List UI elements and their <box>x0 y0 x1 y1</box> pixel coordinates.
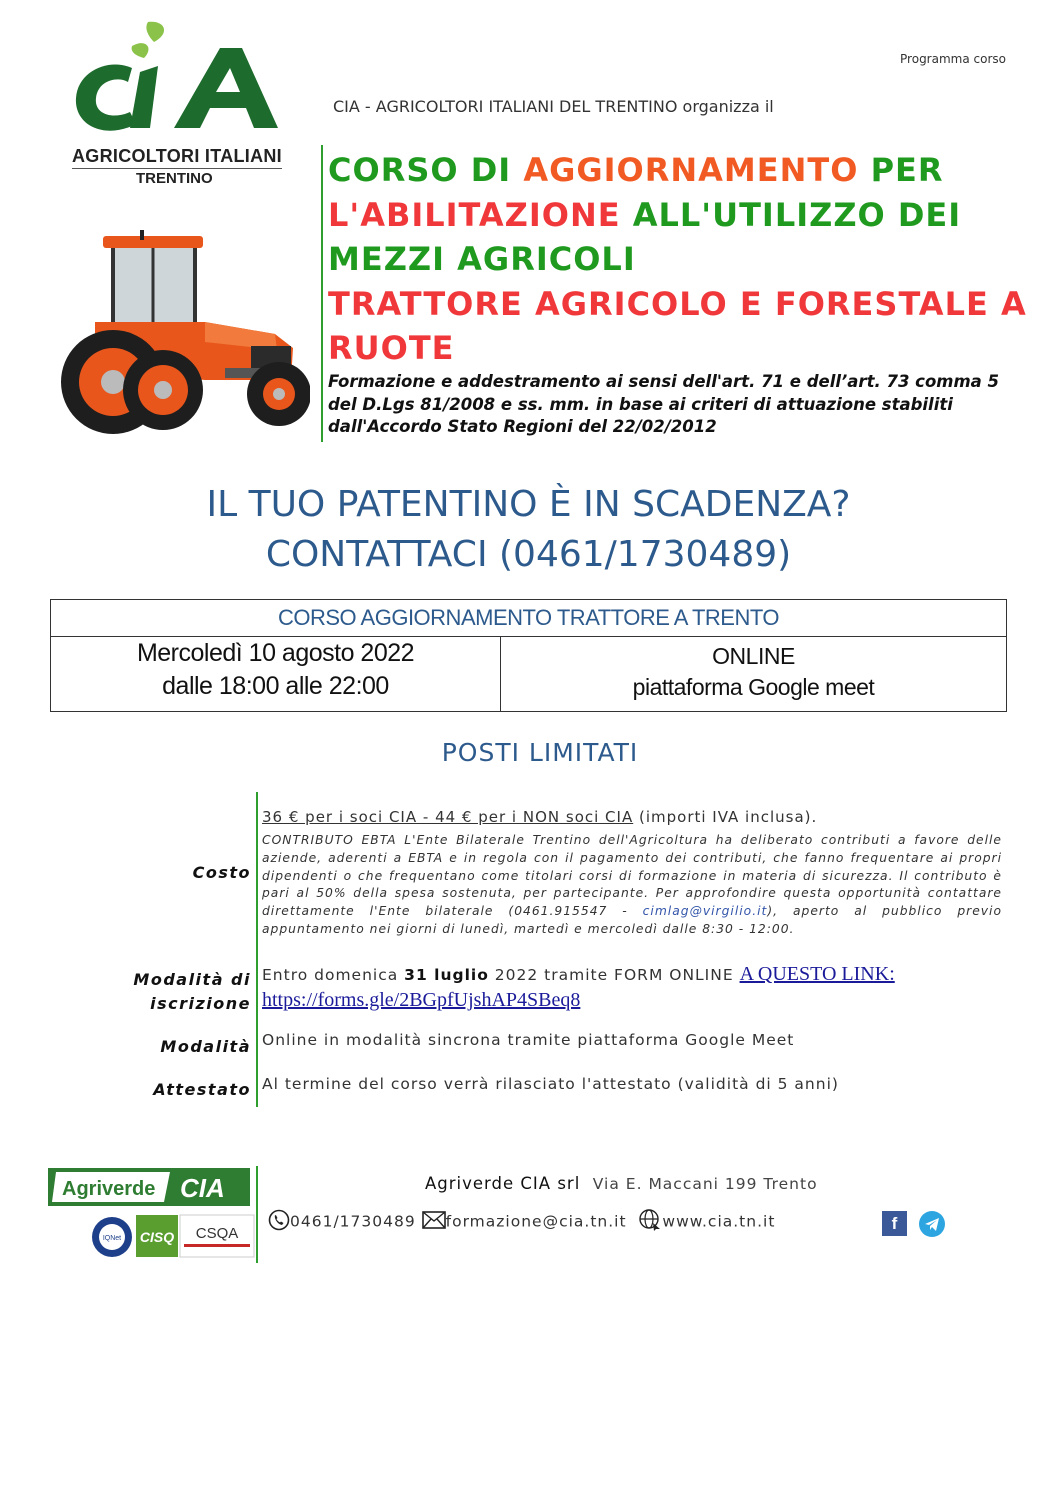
limited-seats: POSTI LIMITATI <box>441 738 639 767</box>
course-table-header: CORSO AGGIORNAMENTO TRATTORE A TRENTO <box>51 600 1006 637</box>
mode-label: Modalità <box>160 1037 251 1056</box>
mail-icon <box>422 1211 446 1233</box>
ebta-tail: ), aperto al pubblico previo appuntamento nei giorni di lunedì, martedì e mercoledì dalle 8:30 - 12:00. <box>262 904 1002 936</box>
title-part: ALL'UTILIZZO DEI <box>620 195 962 234</box>
logo-org-line2: TRENTINO <box>136 170 213 187</box>
email-address[interactable]: formazione@cia.tn.it <box>445 1212 627 1231</box>
cia-logo-mark <box>70 20 285 145</box>
certificate-text: Al termine del corso verrà rilasciato l'attestato (validità di 5 anni) <box>262 1075 839 1093</box>
title-part: PER <box>858 151 944 189</box>
globe-icon <box>638 1208 662 1236</box>
company-address: Via E. Maccani 199 Trento <box>592 1175 818 1193</box>
registration-label-line1: Modalità di <box>133 970 251 989</box>
headline-line2: CONTATTACI (0461/1730489) <box>265 534 792 575</box>
svg-text:IQNet: IQNet <box>102 1235 122 1242</box>
company-info <box>425 1174 818 1193</box>
title-part: L'ABILITAZIONE <box>328 195 621 234</box>
tractor-image <box>55 230 310 440</box>
course-table <box>50 599 1007 712</box>
course-mode-cell <box>501 637 1006 711</box>
course-datetime-cell <box>51 637 501 711</box>
phone-number[interactable]: 0461/1730489 <box>290 1212 416 1231</box>
program-label: Programma corso <box>900 52 1006 66</box>
cost-label: Costo <box>192 863 251 882</box>
title-part: AGGIORNAMENTO <box>523 151 859 189</box>
registration-mid: 2022 tramite FORM ONLINE <box>488 966 740 984</box>
cisq-wordmark: CISQ <box>139 1229 175 1245</box>
cost-price-note: (importi IVA inclusa). <box>633 808 818 826</box>
agriverde-wordmark: Agriverde <box>62 1178 156 1200</box>
course-mode: ONLINE <box>712 643 795 669</box>
website[interactable]: www.cia.tn.it <box>662 1212 776 1231</box>
ebta-email-link[interactable]: cimlag@virgilio.it <box>642 904 768 919</box>
registration-text <box>262 962 1002 1014</box>
course-title <box>328 148 1028 371</box>
registration-date: 31 luglio <box>404 966 489 984</box>
course-time: dalle 18:00 alle 22:00 <box>162 672 389 700</box>
company-name: Agriverde CIA srl <box>425 1174 581 1193</box>
headline-line1: IL TUO PATENTINO È IN SCADENZA? <box>206 484 851 525</box>
registration-form-link[interactable]: A QUESTO LINK: https://forms.gle/2BGpfUjshAP4SBeq8 <box>262 963 895 1011</box>
course-platform: piattaforma Google meet <box>632 674 875 700</box>
agriverde-cia-logo <box>48 1168 250 1206</box>
certification-logos <box>88 1212 256 1260</box>
logo-org-line1: AGRICOLTORI ITALIANI <box>72 146 282 166</box>
cia-logo <box>70 20 285 190</box>
organizer-text: CIA - AGRICOLTORI ITALIANI DEL TRENTINO organizza il <box>333 97 774 116</box>
course-date: Mercoledì 10 agosto 2022 <box>136 639 415 667</box>
phone-icon <box>268 1209 290 1235</box>
ebta-text: CONTRIBUTO EBTA L'Ente Bilaterale Trentino dell'Agricoltura ha deliberato contributi a favore delle aziende, aderenti a EBTA e in regola con il pagamento dei contributi, che fanno frequentare ai propri dipendenti o che frequentano come titolari corsi di formazione in materia di sicurezza. Il contributo è pari al 50% della spesa sostenuta, per partecipante. Per approfondire questa opportunità contattare direttamente l'Ente bilaterale (0461.915547 - <box>262 833 1002 919</box>
mode-text: Online in modalità sincrona tramite piattaforma Google Meet <box>262 1031 795 1049</box>
registration-pre: Entro domenica <box>262 966 405 984</box>
csqa-wordmark: CSQA <box>195 1225 239 1242</box>
info-accent-bar <box>256 792 258 1107</box>
cia-wordmark: CIA <box>180 1173 225 1203</box>
ebta-contribution <box>262 832 1002 939</box>
registration-label <box>133 968 251 1016</box>
facebook-icon[interactable]: f <box>882 1211 907 1236</box>
course-subtitle: Formazione e addestramento ai sensi dell'art. 71 e dell’art. 73 comma 5 del D.Lgs 81/2008 e ss. mm. in base ai criteri di attuazione stabiliti dall'Accordo Stato Regioni del 22/02/2012 <box>328 372 1000 436</box>
title-part: CORSO DI <box>328 151 524 189</box>
telegram-icon[interactable] <box>919 1211 945 1237</box>
cost-price <box>262 808 1002 826</box>
registration-label-line2: iscrizione <box>150 994 251 1013</box>
contact-row <box>268 1208 775 1236</box>
footer-accent-bar <box>256 1166 258 1263</box>
logo-rule <box>72 168 282 169</box>
cost-price-amount: 36 € per i soci CIA - 44 € per i NON soci CIA <box>262 808 634 826</box>
title-part: RUOTE <box>328 329 455 367</box>
title-part: MEZZI AGRICOLI <box>328 240 636 278</box>
title-part: TRATTORE AGRICOLO E FORESTALE A <box>328 284 1027 323</box>
title-accent-bar <box>321 145 323 442</box>
certificate-label: Attestato <box>153 1080 251 1099</box>
